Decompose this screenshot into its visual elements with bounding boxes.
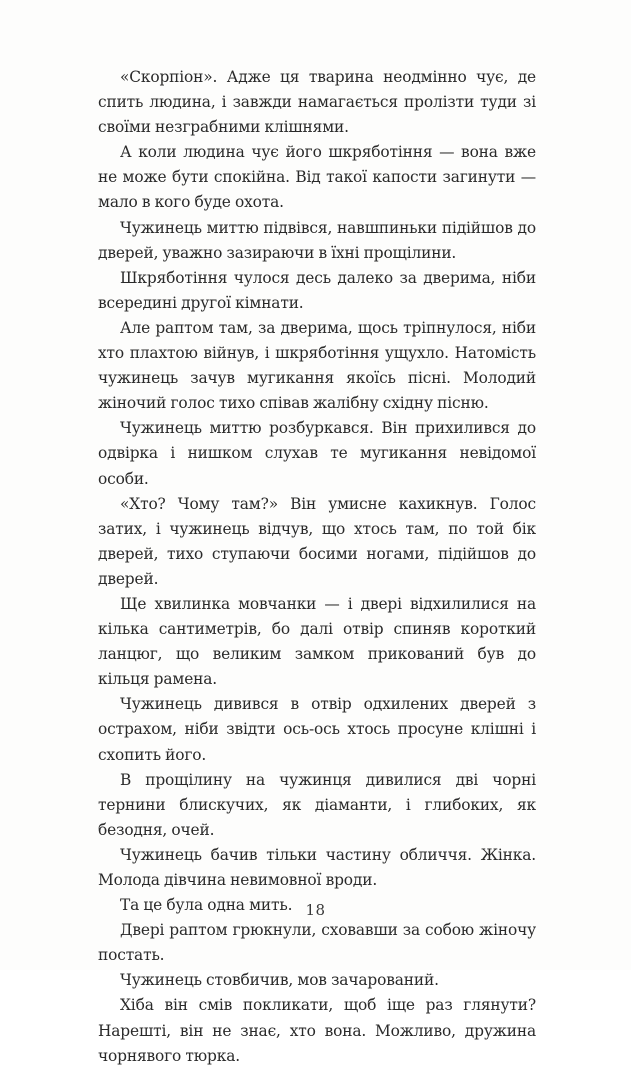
paragraph: Але раптом там, за дверима, щось тріпнулося, ніби хто плахтою війнув, і шкряботіння ущухло. Натомість чужинець зачув мугикання якоїсь пісні. Молодий жіночий голос тихо співав жалібну східну пісню. [98,318,536,413]
paragraph: Та це була одна мить. [120,896,293,915]
paragraph: Ще хвилинка мовчанки — і двері відхилилися на кілька сантиметрів, бо далі отвір спиняв короткий ланцюг, що великим замком прикований був до кільця рамена. [98,594,536,689]
paragraph: Чужинець стовбичив, мов зачарований. [120,971,439,990]
paragraph: Чужинець миттю розбуркався. Він прихилився до одвірка і нишком слухав те мугикання невідомої особи. [98,419,536,488]
paragraph: Хіба він смів покликати, щоб іще раз глянути? Нарешті, він не знає, хто вона. Можливо, дружина чорнявого тюрка. [98,996,536,1065]
paragraph: А коли людина чує його шкряботіння — вона вже не може бути спокійна. Від такої капости загинути — мало в кого буде охота. [98,143,536,212]
page-number: 18 [305,901,326,919]
paragraph: В прощілину на чужинця дивилися дві чорні тернини блискучих, як діаманти, і глибоких, як безодня, очей. [98,770,536,839]
paragraph: «Скорпіон». Адже ця тварина неодмінно чує, де спить людина, і завжди намагається пролізти туди зі своїми незграбними клішнями. [98,68,536,137]
paragraph: Чужинець дивився в отвір одхилених дверей з острахом, ніби звідти ось-ось хтось просуне клішні і схопить його. [98,695,536,764]
paragraph: Чужинець миттю підвівся, навшпиньки підійшов до дверей, уважно зазираючи в їхні прощілини. [98,218,536,262]
paragraph: «Хто? Чому там?» Він умисне кахикнув. Голос затих, і чужинець відчув, що хтось там, по той бік дверей, тихо ступаючи босими ногами, підійшов до дверей. [98,494,536,588]
paragraph: Шкряботіння чулося десь далеко за дверима, ніби всередині другої кімнати. [98,268,536,312]
paragraph: Двері раптом грюкнули, сховавши за собою жіночу постать. [98,921,536,965]
paragraph: Чужинець бачив тільки частину обличчя. Жінка. Молода дівчина невимовної вроди. [98,845,536,889]
